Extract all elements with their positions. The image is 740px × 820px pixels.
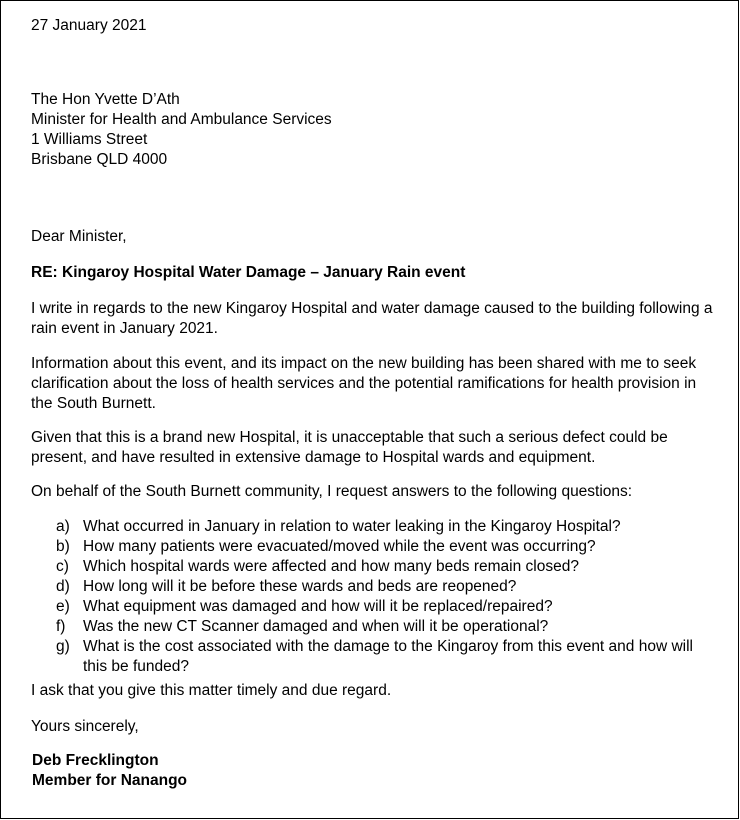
- body-paragraph-2: Information about this event, and its impact on the new building has been shared with me to seek clarification about the loss of health services and the potential ramifications for health provision in the South Burnett.: [31, 355, 697, 412]
- body-paragraph-1: I write in regards to the new Kingaroy Hospital and water damage caused to the building following a rain event in January 2021.: [31, 300, 713, 337]
- question-text: What occurred in January in relation to water leaking in the Kingaroy Hospital?: [83, 518, 621, 535]
- question-text: How many patients were evacuated/moved while the event was occurring?: [83, 538, 596, 555]
- question-item: [56, 637, 716, 677]
- signatory-name: Deb Frecklington: [32, 752, 159, 769]
- body-paragraph-4: On behalf of the South Burnett community, I request answers to the following questions:: [31, 483, 633, 500]
- sign-off: Yours sincerely,: [31, 718, 139, 735]
- signature-block: [32, 751, 187, 791]
- question-marker: a): [56, 518, 70, 535]
- recipient-address-block: [31, 90, 332, 170]
- question-item: [56, 517, 716, 537]
- recipient-title: Minister for Health and Ambulance Services: [31, 111, 332, 128]
- question-text: How long will it be before these wards and beds are reopened?: [83, 578, 517, 595]
- question-marker: b): [56, 538, 70, 555]
- question-marker: d): [56, 578, 70, 595]
- recipient-name: The Hon Yvette D’Ath: [31, 91, 180, 108]
- letter-date: 27 January 2021: [31, 17, 147, 34]
- question-text: What equipment was damaged and how will it be replaced/repaired?: [83, 598, 553, 615]
- question-text: Which hospital wards were affected and how many beds remain closed?: [83, 558, 579, 575]
- question-marker: e): [56, 598, 70, 615]
- salutation: Dear Minister,: [31, 228, 127, 245]
- recipient-city: Brisbane QLD 4000: [31, 151, 168, 168]
- question-item: [56, 537, 716, 557]
- question-marker: c): [56, 558, 69, 575]
- question-text: What is the cost associated with the damage to the Kingaroy from this event and how will this be funded?: [83, 638, 693, 675]
- signatory-role: Member for Nanango: [32, 772, 188, 789]
- body-paragraph-3: Given that this is a brand new Hospital, it is unacceptable that such a serious defect could be present, and have resulted in extensive damage to Hospital wards and equipment.: [31, 429, 668, 466]
- closing-request: I ask that you give this matter timely and due regard.: [31, 682, 392, 699]
- questions-list: [56, 517, 716, 677]
- question-marker: g): [56, 638, 70, 655]
- question-item: [56, 617, 716, 637]
- question-item: [56, 597, 716, 617]
- question-text: Was the new CT Scanner damaged and when will it be operational?: [83, 618, 549, 635]
- recipient-street: 1 Williams Street: [31, 131, 148, 148]
- question-item: [56, 577, 716, 597]
- subject-line: RE: Kingaroy Hospital Water Damage – January Rain event: [31, 264, 466, 281]
- question-marker: f): [56, 618, 66, 635]
- question-item: [56, 557, 716, 577]
